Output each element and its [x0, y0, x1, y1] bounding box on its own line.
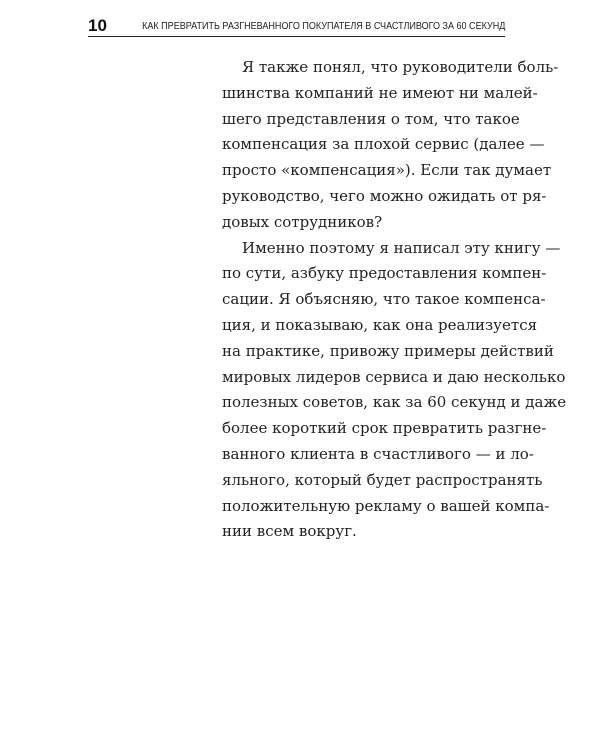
page-number: 10: [88, 16, 107, 35]
text-line: шего представления о том, что такое: [222, 109, 520, 128]
text-line: ванного клиента в счастливого — и ло-: [222, 444, 534, 463]
running-header: [88, 16, 505, 37]
running-title: КАК ПРЕВРАТИТЬ РАЗГНЕВАННОГО ПОКУПАТЕЛЯ В СЧАСТЛИВОГО ЗА 60 СЕКУНД: [141, 20, 505, 32]
text-line: на практике, привожу примеры действий: [222, 341, 554, 360]
text-line: полезных советов, как за 60 секунд и даже: [222, 393, 567, 412]
paragraph: [222, 236, 567, 546]
text-line: яльного, который будет распространять: [222, 470, 543, 489]
text-line: компенсация за плохой сервис (далее —: [222, 135, 545, 154]
body-text: [222, 55, 567, 545]
text-line: шинства компаний не имеют ни малей-: [222, 83, 538, 102]
text-line: сации. Я объясняю, что такое компенса-: [222, 290, 546, 309]
paragraph: [222, 55, 559, 236]
text-line: просто «компенсация»). Если так думает: [222, 161, 552, 180]
text-line: по сути, азбуку предоставления компен-: [222, 264, 547, 283]
text-line: Именно поэтому я написал эту книгу —: [242, 238, 561, 257]
text-line: положительную рекламу о вашей компа-: [222, 496, 550, 515]
text-line: нии всем вокруг.: [222, 522, 357, 541]
text-line: Я также понял, что руководители боль-: [242, 58, 559, 76]
text-line: ция, и показываю, как она реализуется: [222, 315, 538, 334]
text-line: руководство, чего можно ожидать от ря-: [222, 186, 547, 205]
text-line: мировых лидеров сервиса и даю несколько: [222, 367, 566, 386]
text-line: довых сотрудников?: [222, 212, 383, 231]
text-line: более короткий срок превратить разгне-: [222, 419, 547, 438]
